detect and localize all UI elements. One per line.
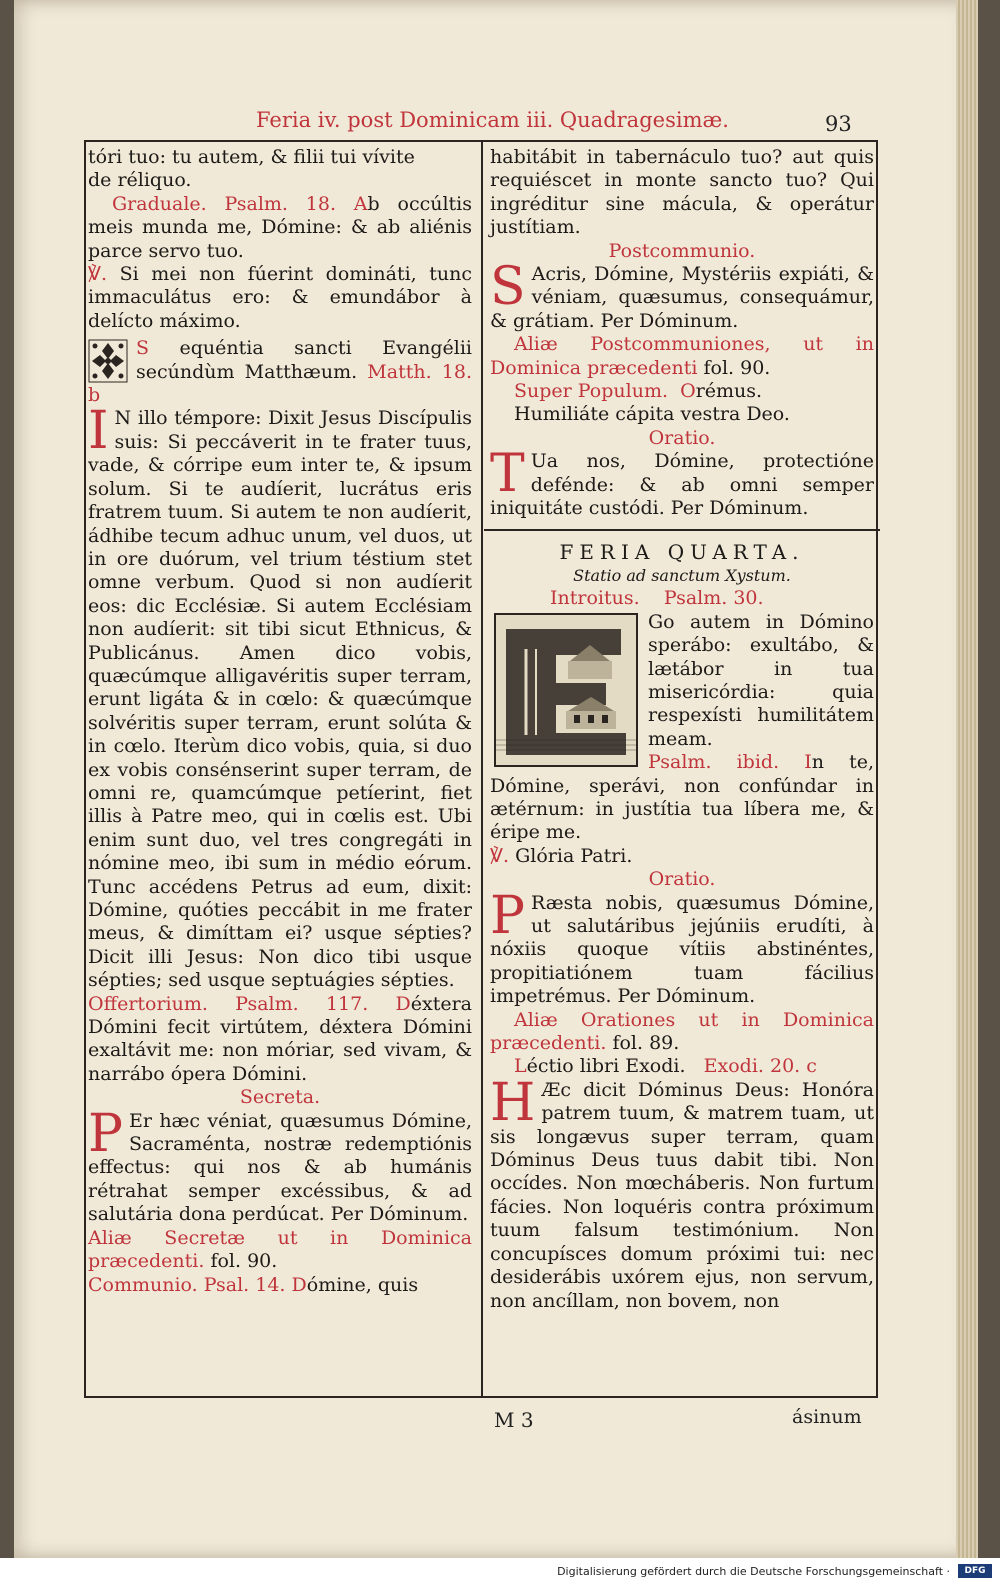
text-line: de réliquo.: [88, 169, 192, 192]
graduale: Graduale. Psalm. 18. Ab occúltis meis munda me, Dómine: & ab aliénis parce servo tuo.: [88, 192, 472, 262]
introitus-heading: Introitus. Psalm. 30.: [550, 587, 764, 610]
gloria: ℣. Glória Patri.: [490, 844, 633, 867]
footer-bar: [0, 1558, 1000, 1586]
feria-title: FERIA QUARTA.: [559, 539, 805, 564]
drop-cap: P: [490, 885, 525, 946]
graduale-label: Graduale. Psalm. 18. A: [112, 192, 368, 215]
gospel-text: I N illo témpore: Dixit Jesus Discípulis suis: Si peccáverit in te frater tuus, vade, & córripe eum inter te, & ipsum solum. Si te audíerit, lucrátus eris fratrem tuum. Si autem te non audíerit, ádhibe tecum adhuc unum, vel duos, ut in ore duórum, vel trium téstium stet omne verbum. Quod si non audíerit eos: dic Ecclésiæ. Si autem Ecclésiam non audíerit: sit tibi sicut Ethnicus, & Publicánus. Amen dico vobis, quæcúmque alligavéritis super terram, erunt ligáta & in cœlo: & quæcúmque solvéritis super terram, erunt solúta & in cœlo. Iterùm dico vobis, quia, si duo ex vobis consénserint super terram, de omni re, quamcúmque petíerint, fiet illis à Patre meo, qui in cœlis est. Ubi enim sunt duo, vel tres congregáti in nómine meo, ibi sum in médio eórum. Tunc accédens Petrus ad eum, dixit: Dómine, quóties peccábit in me frater meus, & dimíttam ei? usque sépties? Dicit illi Jesus: Non dico tibi usque sépties; sed usque septuágies sépties.: [88, 401, 472, 992]
text-line: tóri tuo: tu autem, & filii tui vívite: [88, 146, 415, 168]
page-edge: [956, 0, 978, 1558]
drop-cap: I: [88, 401, 109, 462]
oratio-text: T Ua nos, Dómine, protectióne defénde: & ab omni semper iniquitáte custódi. Per Dóminum.: [490, 444, 874, 520]
oratio-text: P Ræsta nobis, quæsumus Dómine, ut salutáribus jejúniis erudíti, à nóxiis quoque vítiis abstinéntes, propitiatiónem tuam fácilius impetrémus. Per Dóminum.: [490, 885, 874, 1008]
oratio-heading: Oratio.: [648, 868, 716, 891]
ornament-icon: [88, 339, 128, 383]
lectio-text: H Æc dicit Dóminus Deus: Honóra patrem tuum, & matrem tuam, ut sis longævus super terram, quam Dóminus Deus tuus dabit tibi. Non occídes. Non mœcháberis. Non furtum fácies. Non loquéris contra próximum tuum falsum testimónium. Non concupísces domum próximi tui: nec desiderábis uxórem ejus, non servum, non ancíllam, non bovem, non: [490, 1072, 874, 1312]
offertorium-label: Offertorium. Psalm. 117. D: [88, 992, 411, 1015]
versicle-icon: ℣.: [490, 844, 510, 867]
drop-cap: H: [490, 1072, 536, 1133]
aliae-postcommuniones: Aliæ Postcommuniones, ut in Dominica præcedenti fol. 90.: [490, 333, 874, 379]
secreta-text: P Er hæc véniat, quæsumus Dómine, Sacraménta, nostræ redemptiónis effectus: qui nos & ab humánis rétrahat semper excéssibus, & ad salutária dona perdúcat. Per Dóminum.: [88, 1103, 472, 1226]
text-block: habitábit in tabernáculo tuo? aut quis requiéscet in monte sancto tuo? Qui ingréditur sine mácula, & operátur justítiam.: [490, 146, 874, 239]
secreta-heading: Secreta.: [239, 1086, 321, 1109]
signature-mark: M 3: [494, 1408, 534, 1432]
communio-label: Communio. Psal. 14. D: [88, 1273, 307, 1296]
postcommunio-heading: Postcommunio.: [608, 239, 756, 262]
aliae-orationes: Aliæ Orationes ut in Dominica præcedenti. fol. 89.: [490, 1008, 874, 1055]
offertorium: Offertorium. Psalm. 117. Déxtera Dómini fecit virtútem, déxtera Dómini exaltávit me: non móriar, sed vivam, & narrábo ópera Dómini.: [88, 992, 472, 1085]
versicle: ℣. Si mei non fúerint domináti, tunc immaculátus ero: & emundábor à delícto máximo.: [88, 263, 472, 332]
gospel-initial-s: S: [136, 337, 150, 360]
psalm-ibid: Psalm. ibid. In te, Dómine, sperávi, non confúndar in ætérnum: in justítia tua líbera me, & éripe me.: [490, 751, 874, 844]
catchword: ásinum: [792, 1406, 862, 1428]
communio: Communio. Psal. 14. Dómine, quis: [88, 1273, 419, 1296]
lectio-heading: Léctio libri Exodi. Exodi. 20. c: [514, 1055, 817, 1078]
column-divider: [481, 140, 483, 1398]
dfg-logo-icon: DFG: [958, 1564, 992, 1578]
section-rule: [484, 529, 880, 531]
left-column: [88, 146, 472, 1297]
gospel-heading: S equéntia sancti Evangélii secúndùm Matthæum. Matth. 18. b: [88, 337, 473, 407]
running-title: Feria iv. post Dominicam iii. Quadragesimæ.: [256, 108, 729, 132]
drop-cap: T: [490, 444, 525, 505]
drop-cap: S: [490, 257, 526, 318]
gospel-reference: Matth. 18. b: [88, 360, 472, 407]
humiliate: Humiliáte cápita vestra Deo.: [514, 403, 790, 426]
versicle-icon: ℣.: [88, 263, 108, 286]
woodcut-initial-e-icon: [494, 613, 638, 767]
aliae-secretae: Aliæ Secretæ ut in Dominica præcedenti. fol. 90.: [88, 1226, 472, 1273]
page-number: 93: [825, 112, 852, 136]
oratio-heading: Oratio.: [648, 426, 716, 449]
postcommunio-text: S Acris, Dómine, Mystériis expiáti, & véniam, quæsumus, consequámur, & grátiam. Per Dóminum.: [490, 257, 874, 332]
right-column: [490, 146, 874, 1313]
statio: Statio ad sanctum Xystum.: [573, 565, 791, 585]
introitus-text: Go autem in Dómino sperábo: exultábo, & lætábor in tua misericórdia: quia respexísti humilitátem meam.: [490, 611, 874, 751]
super-populum: Super Populum. Orémus.: [514, 380, 763, 403]
drop-cap: P: [88, 1103, 123, 1164]
footer-text: Digitalisierung gefördert durch die Deutsche Forschungsgemeinschaft ·: [557, 1565, 950, 1578]
